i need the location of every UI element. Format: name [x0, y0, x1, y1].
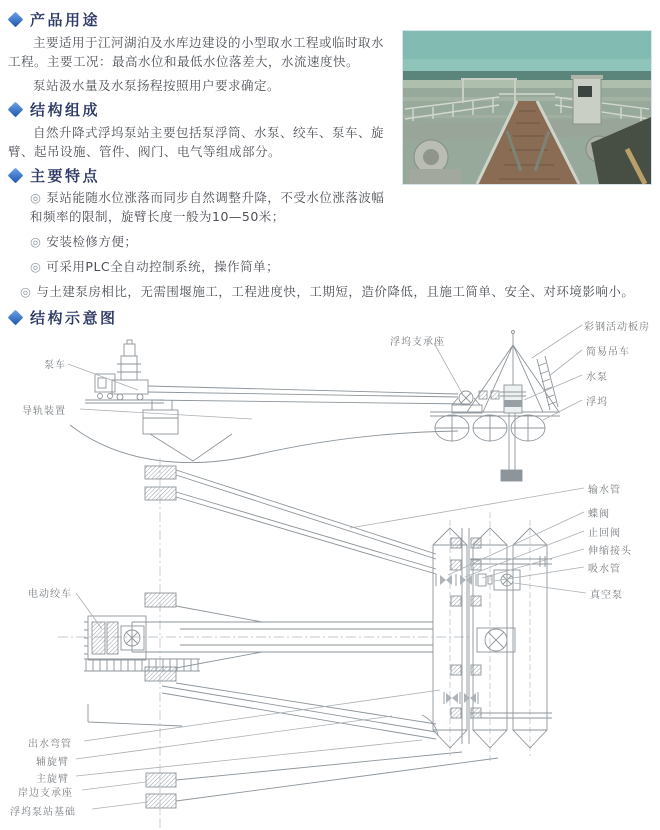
- photo-treeline: [403, 71, 651, 80]
- shore-support-shape: [146, 752, 498, 814]
- feature-text: 泵站能随水位涨落而同步自然调整升降，不受水位涨落波幅和频率的限制，旋臂长度一般为10—50米；: [30, 190, 385, 224]
- structure-diagram-svg: [0, 312, 660, 830]
- diamond-icon: [8, 167, 24, 183]
- label-suction-pipe: 吸水管: [588, 564, 621, 575]
- label-pump-cart: 泵车: [44, 360, 66, 371]
- label-shore-support: 岸边支承座: [18, 788, 73, 799]
- structure-paragraph: 自然升降式浮坞泵站主要包括泵浮筒、水泵、绞车、泵车、旋臂、起吊设施、管件、阀门、电气等组成部分。: [8, 125, 385, 159]
- label-guide-rail: 导轨装置: [22, 406, 66, 417]
- section-title: 主要特点: [30, 166, 101, 185]
- label-aux-arm: 辅旋臂: [36, 757, 69, 768]
- section-header-usage: [8, 10, 652, 28]
- simple-crane-shape: [537, 356, 558, 410]
- label-electric-winch: 电动绞车: [28, 589, 72, 600]
- label-outlet-elbow: 出水弯管: [28, 739, 72, 750]
- usage-paragraph-2: 泵站汲水量及水泵扬程按照用户要求确定。: [33, 78, 281, 93]
- section-title: 结构示意图: [30, 308, 118, 327]
- text-content: [0, 0, 660, 301]
- usage-paragraph-1: 主要适用于江河湖泊及水库边建设的小型取水工程或临时取水工程。主要工况：最高水位和最低水位落差大，水流速度快。: [8, 35, 385, 69]
- structure-diagrams: [0, 312, 660, 830]
- feature-item: [8, 282, 652, 301]
- label-expansion-joint: 伸缩接头: [588, 546, 632, 557]
- electric-winch-shape: [84, 616, 146, 660]
- label-butterfly-valve: 蝶阀: [588, 509, 610, 520]
- photo-illustration: [403, 31, 651, 184]
- label-floating-dock: 浮坞: [586, 397, 608, 408]
- delivery-pipe-shape: [176, 470, 436, 574]
- section-header-structure: [8, 100, 390, 118]
- label-foundation: 浮坞泵站基础: [10, 807, 76, 818]
- circle-ring-icon: ◎: [30, 259, 42, 274]
- diamond-icon: [8, 11, 24, 27]
- label-dock-support: 浮坞支承座: [390, 337, 445, 348]
- circle-ring-icon: ◎: [20, 284, 32, 299]
- feature-text: 与土建泵房相比，无需围堰施工，工程进度快，工期短，造价降低，且施工简单、安全、对环境影响小。: [36, 284, 635, 299]
- label-panel-house: 彩钢活动板房: [584, 322, 650, 333]
- feature-item: [8, 257, 652, 276]
- diamond-icon: [8, 101, 24, 117]
- section-title: 产品用途: [30, 10, 101, 29]
- feature-item: [8, 232, 652, 251]
- floating-dock-shape: [435, 415, 545, 441]
- plan-view-diagram: [58, 458, 552, 828]
- valve-assembly-shape: [436, 574, 492, 586]
- label-main-arm: 主旋臂: [36, 774, 69, 785]
- photo-cabin: [571, 75, 603, 124]
- circle-ring-icon: ◎: [30, 190, 42, 205]
- section-header-features: [8, 166, 390, 184]
- feature-text: 可采用PLC全自动控制系统，操作简单；: [46, 259, 280, 274]
- feature-text: 安装检修方便；: [46, 234, 138, 249]
- label-simple-crane: 简易吊车: [586, 347, 630, 358]
- feature-item: [8, 188, 652, 226]
- label-delivery-pipe: 输水管: [588, 485, 621, 496]
- pump-station-photo: [402, 30, 652, 185]
- main-pump-shape: [477, 628, 515, 652]
- section-title: 结构组成: [30, 100, 101, 119]
- label-vacuum-pump: 真空泵: [590, 590, 623, 601]
- label-check-valve: 止回阀: [588, 528, 621, 539]
- side-view-diagram: [70, 331, 560, 482]
- circle-ring-icon: ◎: [30, 234, 42, 249]
- aux-arm-shape: [162, 683, 438, 739]
- label-water-pump: 水泵: [586, 372, 608, 383]
